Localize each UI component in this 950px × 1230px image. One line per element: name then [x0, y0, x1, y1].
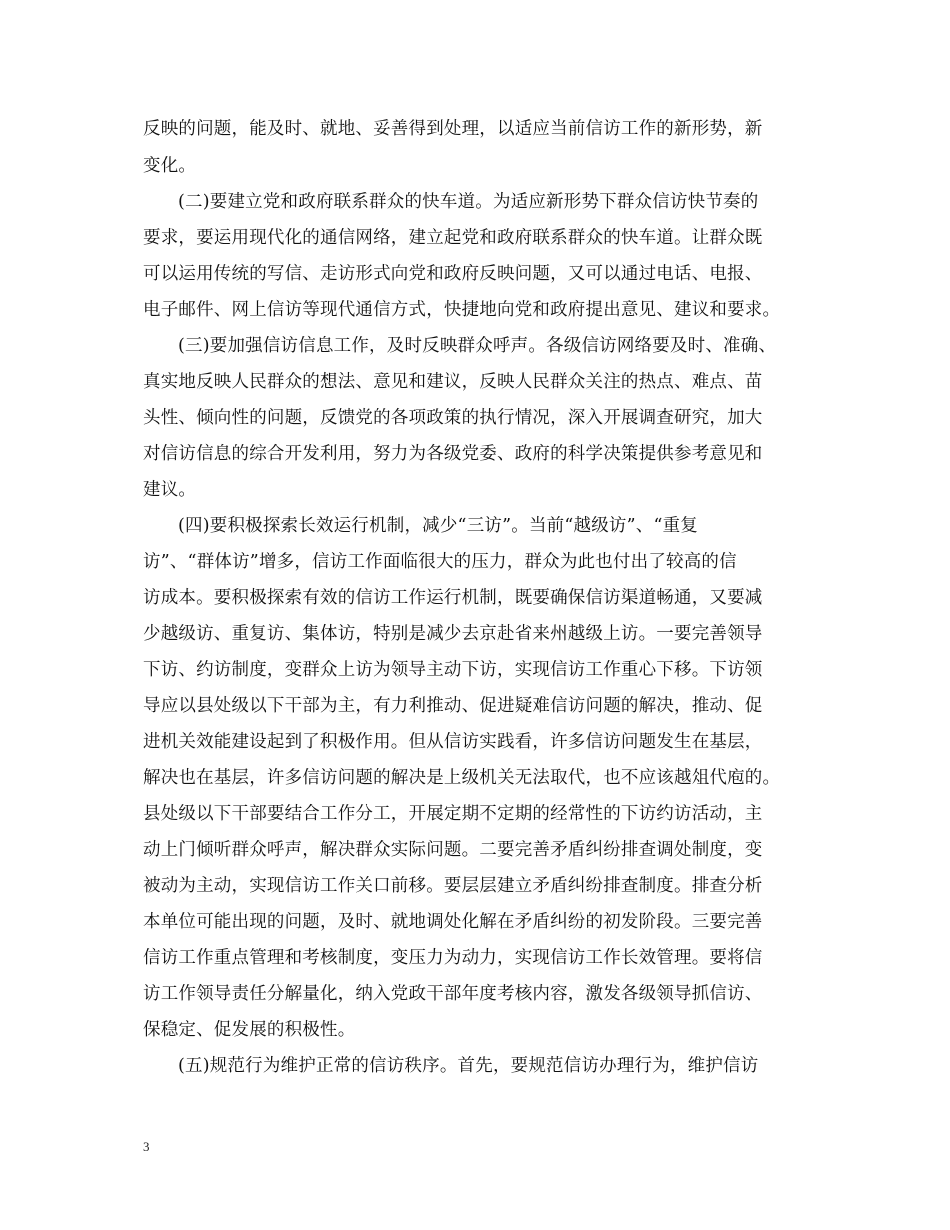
text-line: 信访工作重点管理和考核制度，变压力为动力，实现信访工作长效管理。要将信	[143, 948, 763, 968]
text-line: 变化。	[143, 156, 197, 176]
text-line: 真实地反映人民群众的想法、意见和建议，反映人民群众关注的热点、难点、苗	[143, 372, 763, 392]
text-line: 少越级访、重复访、集体访，特别是减少去京赴省来州越级上访。一要完善领导	[143, 624, 763, 644]
paragraph-start-line: (二)要建立党和政府联系群众的快车道。为适应新形势下群众信访快节奏的	[178, 192, 759, 212]
text-line: 访”、“群体访”增多，信访工作面临很大的压力，群众为此也付出了较高的信	[143, 552, 737, 572]
paragraph-start-line: (四)要积极探索长效运行机制，减少“三访”。当前“越级访”、“重复	[178, 516, 698, 536]
text-line: 本单位可能出现的问题，及时、就地调处化解在矛盾纠纷的初发阶段。三要完善	[143, 912, 763, 932]
page-number: 3	[143, 1139, 150, 1154]
text-line: 头性、倾向性的问题，反馈党的各项政策的执行情况，深入开展调查研究，加大	[143, 408, 763, 428]
text-line: 要求，要运用现代化的通信网络，建立起党和政府联系群众的快车道。让群众既	[143, 228, 763, 248]
text-line: 解决也在基层，许多信访问题的解决是上级机关无法取代，也不应该越俎代庖的。	[143, 768, 781, 788]
text-line: 建议。	[143, 480, 197, 500]
text-line: 电子邮件、网上信访等现代通信方式，快捷地向党和政府提出意见、建议和要求。	[143, 300, 781, 320]
text-line: 可以运用传统的写信、走访形式向党和政府反映问题，又可以通过电话、电报、	[143, 264, 763, 284]
text-line: 县处级以下干部要结合工作分工，开展定期不定期的经常性的下访约访活动，主	[143, 804, 763, 824]
text-line: 对信访信息的综合开发利用，努力为各级党委、政府的科学决策提供参考意见和	[143, 444, 763, 464]
text-line: 访成本。要积极探索有效的信访工作运行机制，既要确保信访渠道畅通，又要减	[143, 588, 763, 608]
text-line: 进机关效能建设起到了积极作用。但从信访实践看，许多信访问题发生在基层，	[143, 732, 763, 752]
text-line: 被动为主动，实现信访工作关口前移。要层层建立矛盾纠纷排查制度。排查分析	[143, 876, 763, 896]
text-line: 反映的问题，能及时、就地、妥善得到处理，以适应当前信访工作的新形势，新	[143, 119, 763, 139]
paragraph-start-line: (三)要加强信访信息工作，及时反映群众呼声。各级信访网络要及时、准确、	[178, 336, 777, 356]
paragraph-start-line: (五)规范行为维护正常的信访秩序。首先，要规范信访办理行为，维护信访	[178, 1056, 759, 1076]
text-line: 下访、约访制度，变群众上访为领导主动下访，实现信访工作重心下移。下访领	[143, 660, 763, 680]
text-line: 访工作领导责任分解量化，纳入党政干部年度考核内容，激发各级领导抓信访、	[143, 984, 763, 1004]
text-line: 保稳定、促发展的积极性。	[143, 1020, 356, 1040]
text-line: 动上门倾听群众呼声，解决群众实际问题。二要完善矛盾纠纷排查调处制度，变	[143, 840, 763, 860]
text-line: 导应以县处级以下干部为主，有力利推动、促进疑难信访问题的解决，推动、促	[143, 696, 763, 716]
